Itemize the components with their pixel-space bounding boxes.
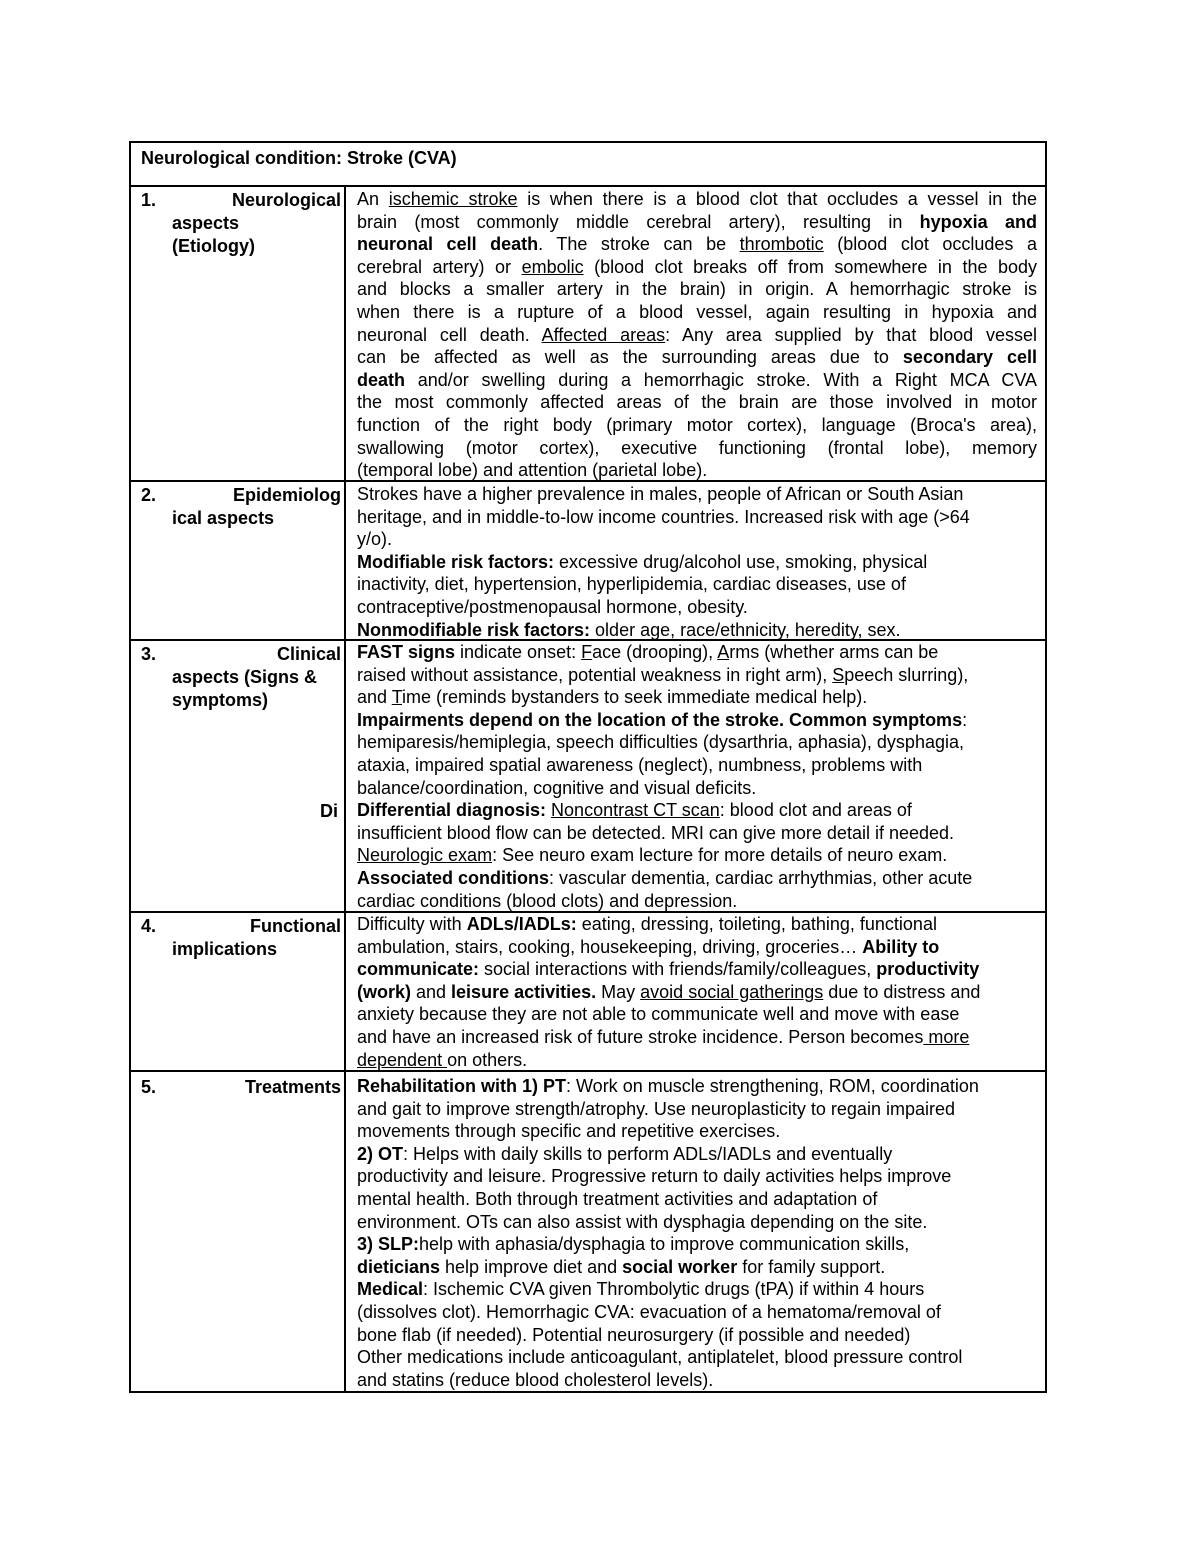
text-line: Differential diagnosis: Noncontrast CT scan: blood clot and areas of (357, 800, 912, 821)
text-line: cerebral artery) or embolic (blood clot breaks off from somewhere in the body (357, 256, 1038, 277)
text-line: and have an increased risk of future stroke incidence. Person becomes more (357, 1026, 970, 1047)
treatments-content (357, 1075, 1037, 1391)
row-label-line: aspects (Signs & (172, 667, 318, 687)
row-label-line: aspects (172, 213, 240, 233)
text-line: hemiparesis/hemiplegia, speech difficulties (dysarthria, aphasia), dysphagia, (357, 732, 964, 753)
text-line: movements through specific and repetitive exercises. (357, 1121, 781, 1142)
text-line: Modifiable risk factors: excessive drug/alcohol use, smoking, physical (357, 551, 928, 572)
text-line: Difficulty with ADLs/IADLs: eating, dressing, toileting, bathing, functional (357, 914, 937, 934)
text-line: ambulation, stairs, cooking, housekeeping, driving, groceries… Ability to (357, 936, 940, 957)
text-line: brain (most commonly middle cerebral artery), resulting in hypoxia and (357, 211, 1037, 232)
row-number: 2. (141, 485, 157, 505)
row-label-line: Functional (250, 916, 341, 936)
text-line: function of the right body (primary motor cortex), language (Broca's area), (357, 414, 1037, 435)
text-line: the most commonly affected areas of the brain are those involved in motor (357, 392, 1037, 413)
text-line: can be affected as well as the surrounding areas due to secondary cell (357, 347, 1037, 368)
row-divider (129, 185, 1047, 187)
functional-content (357, 913, 1037, 1071)
text-line: An ischemic stroke is when there is a blood clot that occludes a vessel in the (357, 189, 1037, 209)
epidemiology-content (357, 483, 1037, 641)
row-label-line: Clinical (276, 644, 341, 664)
text-line: Nonmodifiable risk factors: older age, race/ethnicity, heredity, sex. (357, 619, 901, 640)
row-label-line: Neurological (231, 190, 341, 210)
text-line: mental health. Both through treatment activities and adaptation of (357, 1188, 878, 1209)
text-line: y/o). (357, 529, 393, 550)
row-label-line: Epidemiolog (233, 485, 341, 505)
side-marker: Di (320, 801, 338, 821)
text-line: (temporal lobe) and attention (parietal lobe). (357, 460, 708, 481)
text-line: anxiety because they are not able to communicate well and move with ease (357, 1004, 960, 1025)
text-line: heritage, and in middle-to-low income countries. Increased risk with age (>64 (357, 506, 970, 527)
row-label-line: ical aspects (172, 508, 275, 528)
text-line: communicate: social interactions with friends/family/colleagues, productivity (357, 959, 980, 980)
text-line: and gait to improve strength/atrophy. Use neuroplasticity to regain impaired (357, 1098, 955, 1119)
text-line: bone flab (if needed). Potential neurosurgery (if possible and needed) (357, 1324, 911, 1345)
text-line: Neurologic exam: See neuro exam lecture for more details of neuro exam. (357, 845, 948, 866)
column-divider (344, 185, 346, 1393)
text-line: and blocks a smaller artery in the brain) in origin. A hemorrhagic stroke is (357, 279, 1037, 300)
text-line: cardiac conditions (blood clots) and depression. (357, 890, 738, 911)
text-line: swallowing (motor cortex), executive functioning (frontal lobe), memory (357, 437, 1037, 458)
text-line: 3) SLP:help with aphasia/dysphagia to improve communication skills, (357, 1234, 910, 1255)
text-line: Strokes have a higher prevalence in males, people of African or South Asian (357, 484, 964, 504)
text-line: neuronal cell death. Affected areas: Any area supplied by that blood vessel (357, 324, 1037, 345)
text-line: and statins (reduce blood cholesterol levels). (357, 1369, 714, 1390)
table-border-top (129, 141, 1047, 143)
text-line: productivity and leisure. Progressive return to daily activities helps improve (357, 1166, 952, 1187)
text-line: dependent on others. (357, 1049, 528, 1070)
row-label-line: Treatments (244, 1077, 341, 1097)
text-line: inactivity, diet, hypertension, hyperlipidemia, cardiac diseases, use of (357, 574, 906, 595)
text-line: ataxia, impaired spatial awareness (neglect), numbness, problems with (357, 754, 923, 775)
text-line: and Time (reminds bystanders to seek immediate medical help). (357, 687, 868, 708)
row-label-line: implications (172, 939, 278, 959)
text-line: insufficient blood flow can be detected. MRI can give more detail if needed. (357, 822, 955, 843)
text-line: (work) and leisure activities. May avoid social gatherings due to distress and (357, 981, 981, 1002)
stroke-table (129, 141, 1047, 1393)
row-label-line: symptoms) (172, 690, 269, 710)
row-number: 1. (141, 190, 157, 210)
text-line: Associated conditions: vascular dementia, cardiac arrhythmias, other acute (357, 867, 973, 888)
text-line: Rehabilitation with 1) PT: Work on muscle strengthening, ROM, coordination (357, 1076, 979, 1096)
etiology-content (357, 188, 1037, 482)
text-line: when there is a rupture of a blood vessel, again resulting in hypoxia and (357, 301, 1037, 322)
text-line: balance/coordination, cognitive and visual deficits. (357, 777, 757, 798)
row-number: 3. (141, 644, 157, 664)
text-line: Impairments depend on the location of the stroke. Common symptoms: (357, 709, 968, 730)
text-line: 2) OT: Helps with daily skills to perform ADLs/IADLs and eventually (357, 1143, 893, 1164)
table-border-left (129, 141, 131, 1393)
text-line: death and/or swelling during a hemorrhagic stroke. With a Right MCA CVA (357, 369, 1037, 390)
clinical-content (357, 641, 1037, 912)
text-line: Medical: Ischemic CVA given Thrombolytic drugs (tPA) if within 4 hours (357, 1279, 925, 1300)
text-line: FAST signs indicate onset: Face (drooping), Arms (whether arms can be (357, 642, 939, 662)
row-label-line: (Etiology) (172, 236, 255, 256)
text-line: Other medications include anticoagulant, antiplatelet, blood pressure control (357, 1347, 963, 1368)
row-number: 4. (141, 916, 157, 936)
page-title: Neurological condition: Stroke (CVA) (141, 148, 457, 168)
text-line: neuronal cell death. The stroke can be thrombotic (blood clot occludes a (357, 234, 1037, 255)
text-line: dieticians help improve diet and social worker for family support. (357, 1256, 886, 1277)
text-line: raised without assistance, potential weakness in right arm), Speech slurring), (357, 664, 969, 685)
row-number: 5. (141, 1077, 157, 1097)
text-line: contraceptive/postmenopausal hormone, obesity. (357, 596, 748, 617)
text-line: environment. OTs can also assist with dysphagia depending on the site. (357, 1211, 928, 1232)
table-border-right (1045, 141, 1047, 1393)
text-line: (dissolves clot). Hemorrhagic CVA: evacuation of a hematoma/removal of (357, 1301, 941, 1322)
